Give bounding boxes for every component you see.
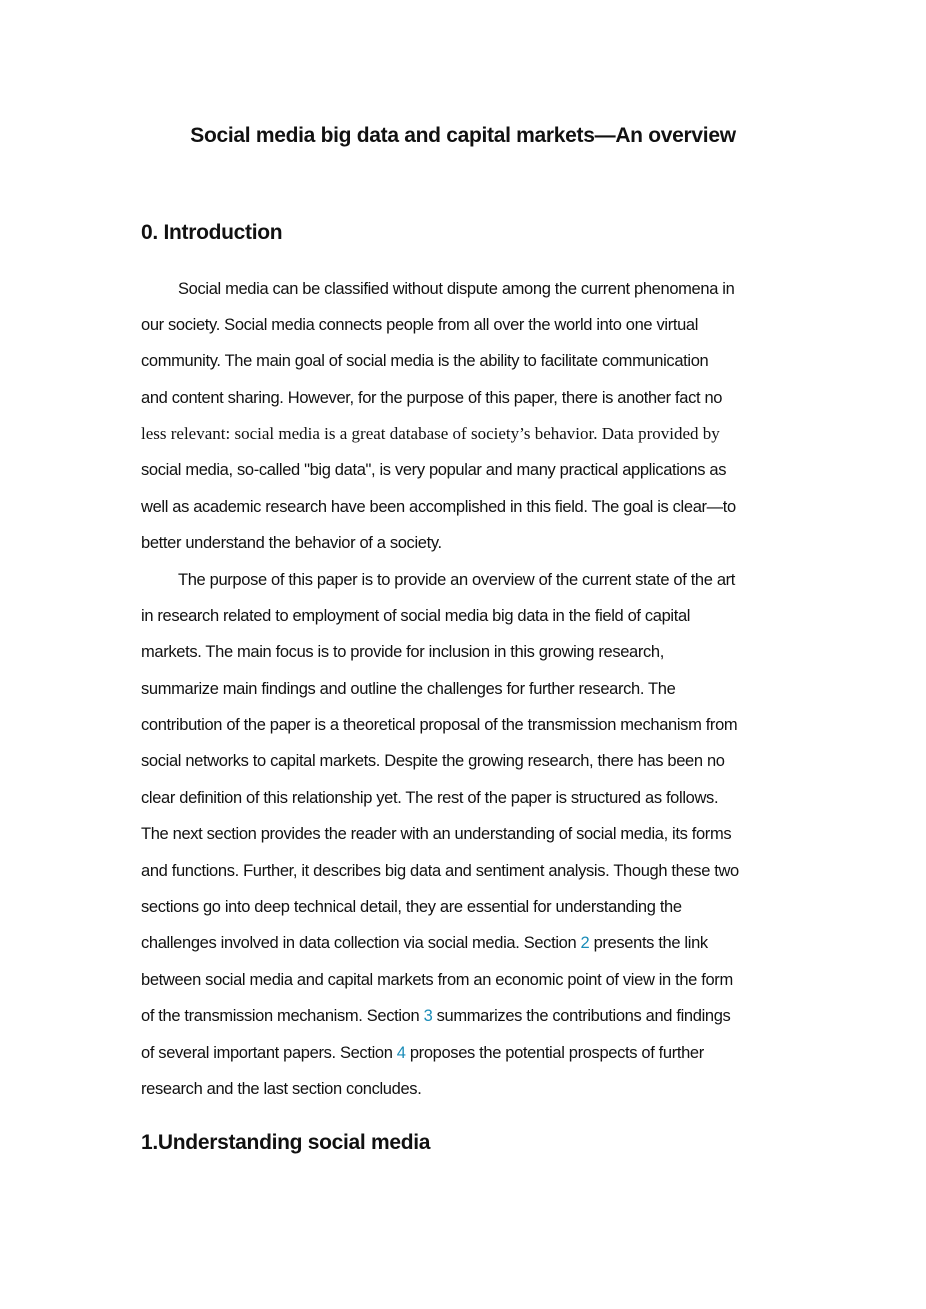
paragraph-line: social media, so-called "big data", is very popular and many practical applications as: [141, 461, 727, 479]
line-text: summarizes the contributions and findings: [432, 1007, 731, 1025]
section-2-link[interactable]: 2: [580, 934, 590, 952]
paragraph-line: in research related to employment of social media big data in the field of capital: [141, 607, 691, 625]
paragraph-line: [141, 933, 708, 953]
paragraph-line: summarize main findings and outline the challenges for further research. The: [141, 680, 676, 698]
paragraph-line: contribution of the paper is a theoretical proposal of the transmission mechanism from: [141, 716, 738, 734]
paragraph-line: markets. The main focus is to provide for inclusion in this growing research,: [141, 643, 664, 661]
paragraph-line: [141, 1006, 730, 1026]
paper-title: Social media big data and capital markets—An overview: [190, 124, 736, 147]
paragraph-line: between social media and capital markets from an economic point of view in the form: [141, 971, 733, 989]
section-heading-introduction: 0. Introduction: [141, 221, 283, 244]
paragraph-line: [141, 1043, 704, 1063]
paragraph-line: well as academic research have been accomplished in this field. The goal is clear—to: [141, 498, 736, 516]
paragraph-line: sections go into deep technical detail, they are essential for understanding the: [141, 898, 682, 916]
paragraph-line: social networks to capital markets. Despite the growing research, there has been no: [141, 752, 725, 770]
paragraph-line: clear definition of this relationship yet. The rest of the paper is structured as follows.: [141, 789, 719, 807]
line-text: of several important papers. Section: [141, 1044, 397, 1062]
line-text: presents the link: [589, 934, 708, 952]
section-3-link[interactable]: 3: [423, 1007, 433, 1025]
paragraph-line: community. The main goal of social media is the ability to facilitate communication: [141, 352, 709, 370]
paragraph-line: The purpose of this paper is to provide an overview of the current state of the art: [178, 571, 736, 589]
paragraph-line: less relevant: social media is a great database of society’s behavior. Data provided by: [141, 424, 720, 443]
line-text: challenges involved in data collection via social media. Section: [141, 934, 581, 952]
section-heading-understanding-social-media: 1.Understanding social media: [141, 1131, 431, 1154]
paragraph-line: and functions. Further, it describes big data and sentiment analysis. Though these two: [141, 862, 739, 880]
paragraph-line: better understand the behavior of a society.: [141, 534, 442, 552]
paragraph-line: Social media can be classified without dispute among the current phenomena in: [178, 280, 735, 298]
paragraph-line: our society. Social media connects people from all over the world into one virtual: [141, 316, 699, 334]
paragraph-line: The next section provides the reader with an understanding of social media, its forms: [141, 825, 732, 843]
paragraph-line: and content sharing. However, for the purpose of this paper, there is another fact no: [141, 389, 723, 407]
line-text: proposes the potential prospects of further: [405, 1044, 704, 1062]
paragraph-line: research and the last section concludes.: [141, 1080, 422, 1098]
section-4-link[interactable]: 4: [396, 1044, 406, 1062]
line-text: of the transmission mechanism. Section: [141, 1007, 424, 1025]
